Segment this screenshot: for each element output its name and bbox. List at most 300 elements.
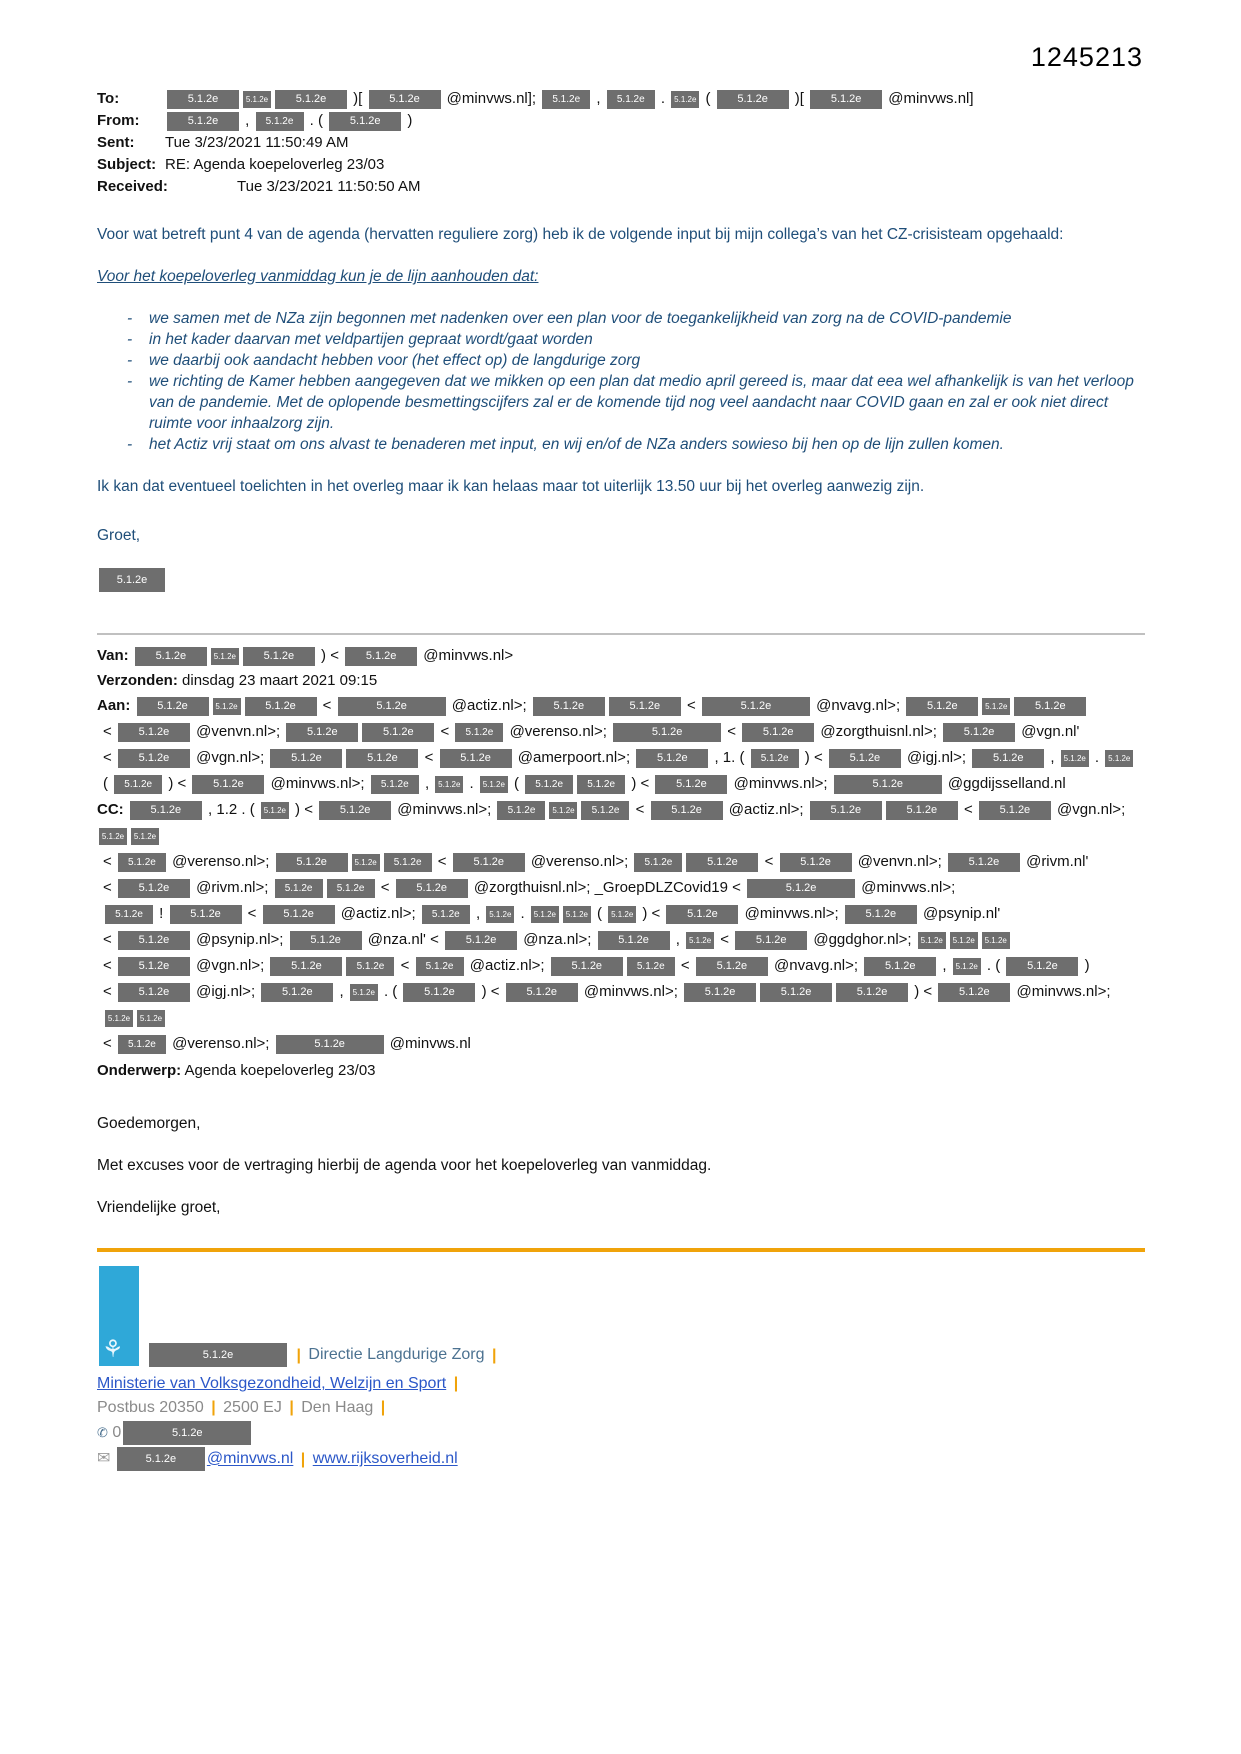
redaction-box: 5.1.2e xyxy=(577,775,625,794)
redaction-box: 5.1.2e xyxy=(497,801,545,820)
redaction-box: 5.1.2e xyxy=(836,983,908,1002)
forwarded-message-header xyxy=(97,633,1145,1083)
sender-name-redacted xyxy=(97,567,1145,593)
redaction-box: 5.1.2e xyxy=(953,958,981,975)
recipient-text: . xyxy=(656,90,670,108)
subject-label: Subject: xyxy=(97,156,157,174)
recipient-text: )[ xyxy=(790,90,809,108)
redaction-box: 5.1.2e xyxy=(319,801,391,820)
recipient-text: @minvws.nl>; xyxy=(579,983,683,1001)
recipient-text: @verenso.nl>; xyxy=(167,853,274,871)
cc-row-5 xyxy=(97,927,1145,953)
bullet-marker: - xyxy=(127,436,133,454)
redaction-box: 5.1.2e xyxy=(286,723,358,742)
redaction-box: 5.1.2e xyxy=(346,957,394,976)
aan-row-4 xyxy=(97,771,1145,797)
redaction-box: 5.1.2e xyxy=(829,749,901,768)
redaction-box: 5.1.2e xyxy=(290,931,362,950)
recipient-text: , xyxy=(592,90,605,108)
ministry-line xyxy=(97,1372,1145,1396)
recipient-text: @minvws.nl>; xyxy=(729,775,832,793)
redaction-box: 5.1.2e xyxy=(533,697,605,716)
recipient-text: @venvn.nl>; xyxy=(191,723,285,741)
body1-greeting: Groet, xyxy=(97,527,141,545)
recipient-text: ) < xyxy=(164,775,191,793)
redaction-box: 5.1.2e xyxy=(167,90,239,109)
aan-recipients xyxy=(135,697,1089,714)
redaction-box: 5.1.2e xyxy=(114,775,162,794)
recipient-text: ( xyxy=(509,775,524,793)
email-link[interactable]: @minvws.nl xyxy=(206,1450,294,1468)
recipient-text: @minvws.nl]; xyxy=(442,90,541,108)
redaction-box: 5.1.2e xyxy=(211,648,239,665)
from-value xyxy=(165,110,1145,132)
recipient-text: @actiz.nl>; xyxy=(465,957,549,975)
redaction-box: 5.1.2e xyxy=(948,853,1020,872)
to-value xyxy=(165,88,1145,110)
redaction-box: 5.1.2e xyxy=(455,723,503,742)
bullet-marker: - xyxy=(127,373,133,391)
redaction-box: 5.1.2e xyxy=(627,957,675,976)
body2-greeting: Goedemorgen, xyxy=(97,1115,201,1133)
redaction-box: 5.1.2e xyxy=(696,957,768,976)
sent-label: Sent: xyxy=(97,134,135,152)
redaction-box: 5.1.2e xyxy=(362,723,434,742)
redaction-box: 5.1.2e xyxy=(581,801,629,820)
redaction-box: 5.1.2e xyxy=(118,957,190,976)
redaction-box: 5.1.2e xyxy=(979,801,1051,820)
redaction-box: 5.1.2e xyxy=(684,983,756,1002)
redaction-box: 5.1.2e xyxy=(886,801,958,820)
bullet-text: we daarbij ook aandacht hebben voor (het effect op) de langdurige zorg xyxy=(149,352,641,370)
recipient-text: @minvws.nl xyxy=(385,1035,471,1053)
redaction-box: 5.1.2e xyxy=(352,854,380,871)
body1-lead-underlined: Voor het koepeloverleg vanmiddag kun je de lijn aanhouden dat: xyxy=(97,268,539,286)
redaction-box: 5.1.2e xyxy=(906,697,978,716)
directorate-name: Directie Langdurige Zorg xyxy=(308,1346,485,1364)
recipient-text: , xyxy=(241,112,254,130)
recipient-text: < xyxy=(103,879,116,897)
recipient-text: . xyxy=(516,905,529,923)
recipient-text: < xyxy=(376,879,394,897)
recipient-text: ( xyxy=(103,775,113,793)
recipient-text: < xyxy=(433,853,451,871)
redaction-box: 5.1.2e xyxy=(276,853,348,872)
redaction-box: 5.1.2e xyxy=(834,775,942,794)
address-line xyxy=(97,1396,1145,1420)
redaction-box: 5.1.2e xyxy=(666,905,738,924)
recipient-text: , xyxy=(471,905,485,923)
list-item xyxy=(127,329,1145,350)
recipient-text: ) < xyxy=(910,983,937,1001)
redaction-box: 5.1.2e xyxy=(256,112,304,131)
recipient-text: ) < xyxy=(316,647,344,665)
redaction-box: 5.1.2e xyxy=(636,749,708,768)
redaction-box: 5.1.2e xyxy=(118,723,190,742)
redaction-box: 5.1.2e xyxy=(982,698,1010,715)
recipient-text: < xyxy=(420,749,438,767)
recipient-text: ) xyxy=(403,112,413,130)
redaction-box: 5.1.2e xyxy=(263,905,335,924)
recipient-text: ) < xyxy=(800,749,827,767)
cc-row-6 xyxy=(97,953,1145,979)
redaction-box: 5.1.2e xyxy=(118,879,190,898)
redaction-box: 5.1.2e xyxy=(137,1010,165,1027)
redaction-box: 5.1.2e xyxy=(261,802,289,819)
redaction-box: 5.1.2e xyxy=(751,749,799,768)
redaction-box: 5.1.2e xyxy=(686,853,758,872)
recipient-text: < xyxy=(103,957,116,975)
redaction-box: 5.1.2e xyxy=(118,983,190,1002)
signature-name-line xyxy=(97,1342,1145,1368)
redaction-box: 5.1.2e xyxy=(613,723,721,742)
redaction-box: 5.1.2e xyxy=(403,983,475,1002)
recipient-text: @minvws.nl] xyxy=(884,90,974,108)
recipient-text: @zorgthuisnl.nl>; xyxy=(816,723,942,741)
recipient-text: @nza.nl>; xyxy=(519,931,596,949)
redaction-box: 5.1.2e xyxy=(99,828,127,845)
to-label: To: xyxy=(97,90,120,107)
bullet-marker: - xyxy=(127,310,133,328)
aan-row-2 xyxy=(97,719,1145,745)
separator-pipe: | xyxy=(296,1346,301,1364)
recipient-text: < xyxy=(436,723,454,741)
cc-label: CC: xyxy=(97,801,124,819)
redaction-box: 5.1.2e xyxy=(99,568,165,592)
redaction-box: 5.1.2e xyxy=(655,775,727,794)
bullet-marker: - xyxy=(127,331,133,349)
redaction-box: 5.1.2e xyxy=(525,775,573,794)
recipient-text: ! xyxy=(155,905,168,923)
recipient-text: @verenso.nl>; xyxy=(167,1035,274,1053)
redaction-box: 5.1.2e xyxy=(135,647,207,666)
city: Den Haag xyxy=(301,1399,374,1417)
redaction-box: 5.1.2e xyxy=(117,1447,205,1471)
recipient-text: < xyxy=(103,749,116,767)
ministry-link[interactable]: Ministerie van Volksgezondheid, Welzijn en Sport xyxy=(97,1375,447,1393)
redaction-box: 5.1.2e xyxy=(192,775,264,794)
recipient-text: @vgn.nl' xyxy=(1017,723,1080,741)
redaction-box: 5.1.2e xyxy=(938,983,1010,1002)
recipient-text: < xyxy=(682,697,700,715)
redaction-box: 5.1.2e xyxy=(213,698,241,715)
redaction-box: 5.1.2e xyxy=(671,91,699,108)
redaction-box: 5.1.2e xyxy=(435,776,463,793)
redaction-box: 5.1.2e xyxy=(810,90,882,109)
redaction-box: 5.1.2e xyxy=(130,801,202,820)
redaction-box: 5.1.2e xyxy=(607,90,655,109)
bullet-text: we richting de Kamer hebben aangegeven dat we mikken op een plan dat medio april gereed is, maar dat eea wel afhankelijk is van het verloop van de pandemie. Met de oplopende besmettingscijfers zal er de komende tijd nog veel aandacht naar COVID gaan en zal er ook niet direct ruimte voor inhaalzorg zijn. xyxy=(149,373,1134,433)
recipient-text: . xyxy=(465,775,478,793)
redaction-box: 5.1.2e xyxy=(742,723,814,742)
recipient-text: @minvws.nl>; xyxy=(266,775,369,793)
message-body-1 xyxy=(97,224,1145,593)
recipient-text: . ( xyxy=(305,112,328,130)
redaction-box: 5.1.2e xyxy=(118,931,190,950)
redaction-box: 5.1.2e xyxy=(245,697,317,716)
bullet-text: in het kader daarvan met veldpartijen gepraat wordt/gaat worden xyxy=(149,331,593,349)
redaction-box: 5.1.2e xyxy=(118,749,190,768)
recipient-text: @ggdijsselland.nl xyxy=(943,775,1066,793)
redaction-box: 5.1.2e xyxy=(346,749,418,768)
bullet-text: het Actiz vrij staat om ons alvast te benaderen met input, en wij en/of de NZa anders sowieso bij hen op de lijn zullen komen. xyxy=(149,436,1004,454)
header-row-from xyxy=(97,110,1145,132)
cc-recipients xyxy=(97,801,1125,844)
recipient-text: @igj.nl>; xyxy=(191,983,260,1001)
recipient-text: @ggdghor.nl>; xyxy=(809,931,916,949)
header-row-subject xyxy=(97,154,1145,176)
verzonden-label: Verzonden: xyxy=(97,672,178,690)
recipient-text: . ( xyxy=(982,957,1005,975)
redaction-box: 5.1.2e xyxy=(396,879,468,898)
onderwerp-label: Onderwerp: xyxy=(97,1062,182,1080)
subject-value: RE: Agenda koepeloverleg 23/03 xyxy=(165,156,385,174)
website-link[interactable]: www.rijksoverheid.nl xyxy=(312,1450,458,1468)
redaction-box: 5.1.2e xyxy=(369,90,441,109)
recipient-text: @psynip.nl' xyxy=(918,905,1001,923)
redaction-box: 5.1.2e xyxy=(864,957,936,976)
redaction-box: 5.1.2e xyxy=(123,1421,251,1445)
recipient-text: < xyxy=(103,983,116,1001)
received-value: Tue 3/23/2021 11:50:50 AM xyxy=(237,178,421,196)
recipient-text: @nvavg.nl>; xyxy=(769,957,863,975)
bullet-text: we samen met de NZa zijn begonnen met nadenken over een plan voor de toegankelijkheid van zorg na de COVID-pandemie xyxy=(149,310,1012,328)
onderwerp-value: Agenda koepeloverleg 23/03 xyxy=(184,1062,376,1080)
verzonden-row xyxy=(97,669,1145,693)
recipient-text: )[ xyxy=(349,90,367,108)
recipient-text: @nza.nl' < xyxy=(363,931,444,949)
recipient-text: ) xyxy=(1080,957,1090,975)
recipient-text: @minvws.nl>; xyxy=(393,801,496,819)
redaction-box: 5.1.2e xyxy=(982,932,1010,949)
redaction-box: 5.1.2e xyxy=(651,801,723,820)
redaction-box: 5.1.2e xyxy=(480,776,508,793)
recipient-text: @igj.nl>; xyxy=(902,749,971,767)
redaction-box: 5.1.2e xyxy=(563,906,591,923)
redaction-box: 5.1.2e xyxy=(327,879,375,898)
van-row xyxy=(97,643,1145,669)
message-body-2 xyxy=(97,1113,1145,1218)
redaction-box: 5.1.2e xyxy=(445,931,517,950)
recipient-text: < xyxy=(396,957,414,975)
onderwerp-row xyxy=(97,1059,1145,1083)
redaction-box: 5.1.2e xyxy=(105,1010,133,1027)
cc-row-7 xyxy=(97,979,1145,1031)
recipient-text: < xyxy=(676,957,694,975)
redaction-box: 5.1.2e xyxy=(531,906,559,923)
body1-closing: Ik kan dat eventueel toelichten in het overleg maar ik kan helaas maar tot uiterlijk 13.50 uur bij het overleg aanwezig zijn. xyxy=(97,478,925,496)
redaction-box: 5.1.2e xyxy=(1061,750,1089,767)
postbus: Postbus 20350 xyxy=(97,1399,204,1417)
separator-pipe: | xyxy=(289,1399,294,1417)
recipient-text: < xyxy=(959,801,977,819)
redaction-box: 5.1.2e xyxy=(918,932,946,949)
redaction-box: 5.1.2e xyxy=(338,697,446,716)
recipient-text: @rivm.nl>; xyxy=(191,879,273,897)
recipient-text: , 1. ( xyxy=(710,749,749,767)
recipient-text: @minvws.nl>; xyxy=(740,905,843,923)
redaction-box: 5.1.2e xyxy=(845,905,917,924)
recipient-text: , xyxy=(671,931,685,949)
redaction-box: 5.1.2e xyxy=(422,905,470,924)
recipient-text: , 1.2 . ( xyxy=(203,801,259,819)
van-value xyxy=(133,647,513,664)
redaction-box: 5.1.2e xyxy=(609,697,681,716)
recipient-text: , xyxy=(1046,749,1059,767)
redaction-box: 5.1.2e xyxy=(149,1343,287,1367)
bullet-marker: - xyxy=(127,352,133,370)
van-label: Van: xyxy=(97,647,129,665)
redaction-box: 5.1.2e xyxy=(440,749,512,768)
recipient-text: ) < xyxy=(638,905,665,923)
redaction-box: 5.1.2e xyxy=(329,112,401,131)
redaction-box: 5.1.2e xyxy=(950,932,978,949)
recipient-text: < xyxy=(103,1035,116,1053)
recipient-text: < xyxy=(631,801,649,819)
redaction-box: 5.1.2e xyxy=(270,749,342,768)
recipient-text: . xyxy=(1090,749,1104,767)
recipient-text: ) < xyxy=(290,801,318,819)
recipient-text: ( xyxy=(592,905,607,923)
redaction-box: 5.1.2e xyxy=(780,853,852,872)
cc-row-8 xyxy=(97,1031,1145,1057)
redaction-box: 5.1.2e xyxy=(167,112,239,131)
redaction-box: 5.1.2e xyxy=(261,983,333,1002)
recipient-text: @vgn.nl>; xyxy=(191,957,269,975)
header-row-to xyxy=(97,88,1145,110)
received-label: Received: xyxy=(97,178,168,196)
postcode: 2500 EJ xyxy=(223,1399,282,1417)
recipient-text: @nvavg.nl>; xyxy=(811,697,905,715)
redaction-box: 5.1.2e xyxy=(551,957,623,976)
cc-row-3 xyxy=(97,875,1145,901)
recipient-text: < xyxy=(103,931,116,949)
recipient-text: @actiz.nl>; xyxy=(724,801,808,819)
recipient-text: @minvws.nl> xyxy=(419,647,514,665)
redaction-box: 5.1.2e xyxy=(747,879,855,898)
recipient-text: @amerpoort.nl>; xyxy=(513,749,635,767)
redaction-box: 5.1.2e xyxy=(542,90,590,109)
cc-row-1 xyxy=(97,797,1145,849)
redaction-box: 5.1.2e xyxy=(735,931,807,950)
recipient-text: < xyxy=(716,931,734,949)
recipient-text: ( xyxy=(701,90,715,108)
body2-paragraph: Met excuses voor de vertraging hierbij de agenda voor het koepeloverleg van vanmiddag. xyxy=(97,1157,712,1175)
redaction-box: 5.1.2e xyxy=(1105,750,1133,767)
redaction-box: 5.1.2e xyxy=(1006,957,1078,976)
phone-icon: ✆ xyxy=(97,1425,108,1441)
recipient-text: @vgn.nl>; xyxy=(1052,801,1126,819)
phone-prefix: 0 xyxy=(112,1424,122,1442)
recipient-text: @minvws.nl>; xyxy=(857,879,956,897)
redaction-box: 5.1.2e xyxy=(943,723,1015,742)
redaction-box: 5.1.2e xyxy=(634,853,682,872)
email-header xyxy=(97,88,1145,198)
redaction-box: 5.1.2e xyxy=(118,1035,166,1054)
recipient-text: < xyxy=(723,723,741,741)
redaction-box: 5.1.2e xyxy=(598,931,670,950)
redaction-box: 5.1.2e xyxy=(276,1035,384,1054)
recipient-text: @rivm.nl' xyxy=(1021,853,1089,871)
redaction-box: 5.1.2e xyxy=(506,983,578,1002)
separator-pipe: | xyxy=(300,1450,306,1468)
signature-block xyxy=(97,1266,1145,1472)
redaction-box: 5.1.2e xyxy=(972,749,1044,768)
recipient-text: @verenso.nl>; xyxy=(505,723,612,741)
redaction-box: 5.1.2e xyxy=(243,91,271,108)
redaction-box: 5.1.2e xyxy=(384,853,432,872)
separator-pipe: | xyxy=(211,1399,216,1417)
redaction-box: 5.1.2e xyxy=(170,905,242,924)
cc-row-4 xyxy=(97,901,1145,927)
recipient-text: @venvn.nl>; xyxy=(853,853,946,871)
body1-paragraph-1: Voor wat betreft punt 4 van de agenda (hervatten reguliere zorg) heb ik de volgende input bij mijn collega’s van het CZ-crisisteam opgehaald: xyxy=(97,226,1064,244)
redaction-box: 5.1.2e xyxy=(275,879,323,898)
recipient-text: @actiz.nl>; xyxy=(447,697,531,715)
aan-label: Aan: xyxy=(97,697,131,715)
redaction-box: 5.1.2e xyxy=(686,932,714,949)
recipient-text: < xyxy=(243,905,261,923)
recipient-text: , xyxy=(335,983,348,1001)
cc-row-2 xyxy=(97,849,1145,875)
list-item xyxy=(127,371,1145,434)
recipient-text: < xyxy=(103,723,116,741)
redaction-box: 5.1.2e xyxy=(549,802,577,819)
list-item xyxy=(127,350,1145,371)
header-row-sent xyxy=(97,132,1145,154)
recipient-text: @zorgthuisnl.nl>; _GroepDLZCovid19 < xyxy=(469,879,746,897)
redaction-box: 5.1.2e xyxy=(810,801,882,820)
aan-row-1 xyxy=(97,693,1145,719)
verzonden-value: dinsdag 23 maart 2021 09:15 xyxy=(182,672,378,690)
phone-line xyxy=(97,1420,1145,1446)
recipient-text: ) < xyxy=(477,983,504,1001)
redaction-box: 5.1.2e xyxy=(105,905,153,924)
redaction-box: 5.1.2e xyxy=(275,90,347,109)
redaction-box: 5.1.2e xyxy=(717,90,789,109)
redaction-box: 5.1.2e xyxy=(270,957,342,976)
list-item xyxy=(127,434,1145,455)
redaction-box: 5.1.2e xyxy=(371,775,419,794)
recipient-text: < xyxy=(103,853,116,871)
redaction-box: 5.1.2e xyxy=(453,853,525,872)
envelope-icon: ✉ xyxy=(97,1450,111,1468)
recipient-text: . ( xyxy=(379,983,402,1001)
recipient-text: < xyxy=(760,853,778,871)
email-line xyxy=(97,1446,1145,1472)
from-label: From: xyxy=(97,112,140,130)
recipient-text: < xyxy=(318,697,336,715)
list-item xyxy=(127,308,1145,329)
redaction-box: 5.1.2e xyxy=(486,906,514,923)
redaction-box: 5.1.2e xyxy=(345,647,417,666)
redaction-box: 5.1.2e xyxy=(1014,697,1086,716)
recipient-text: @minvws.nl>; xyxy=(1012,983,1111,1001)
redaction-box: 5.1.2e xyxy=(243,647,315,666)
signature-divider xyxy=(97,1248,1145,1252)
separator-pipe: | xyxy=(380,1399,386,1417)
recipient-text: @verenso.nl>; xyxy=(526,853,633,871)
body2-closing: Vriendelijke groet, xyxy=(97,1199,221,1217)
recipient-text: @vgn.nl>; xyxy=(191,749,269,767)
redaction-box: 5.1.2e xyxy=(760,983,832,1002)
recipient-text: @actiz.nl>; xyxy=(336,905,420,923)
coat-of-arms-icon: ⚘ xyxy=(102,1336,124,1364)
document-number: 1245213 xyxy=(1030,42,1143,72)
recipient-text: , xyxy=(420,775,434,793)
redaction-box: 5.1.2e xyxy=(350,984,378,1001)
redaction-box: 5.1.2e xyxy=(608,906,636,923)
